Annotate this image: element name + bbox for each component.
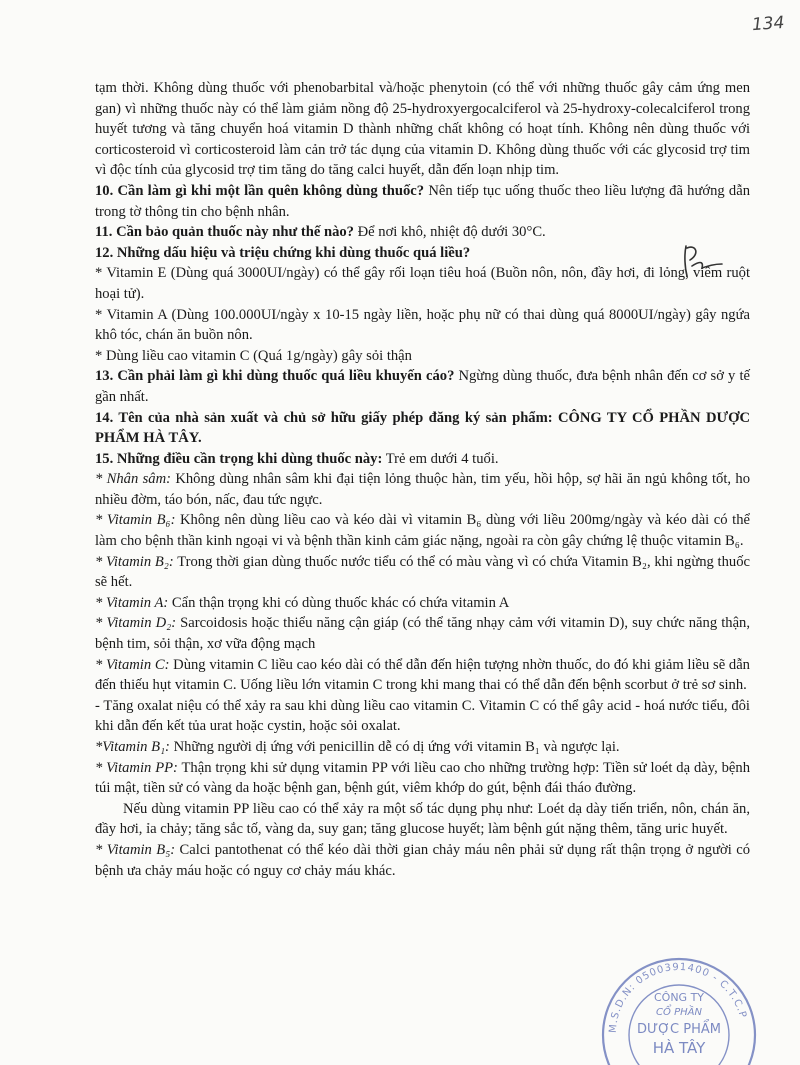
ingredient-name: * Vitamin B₆: <box>95 512 176 529</box>
paragraph-text: Cẩn thận trọng khi có dùng thuốc khác có chứa vitamin A <box>168 594 510 611</box>
paragraph <box>95 840 750 881</box>
section-heading: 14. Tên của nhà sản xuất và chủ sở hữu giấy phép đăng ký sản phẩm: CÔNG TY CỔ PHẦN DƯỢC PHẨM HÀ TÂY. <box>95 409 750 447</box>
paragraph <box>95 181 750 222</box>
paragraph <box>95 469 750 510</box>
paragraph-text: Những người dị ứng với penicillin dễ có dị ứng với vitamin B₁ và ngược lại. <box>169 739 620 755</box>
section-heading: 13. Cần phải làm gì khi dùng thuốc quá liều khuyến cáo? <box>95 368 455 385</box>
paragraph-text: Sarcoidosis hoặc thiểu năng cận giáp (có thể tăng nhạy cảm với vitamin D), suy chức năng thận, bệnh tim, sỏi thận, xơ vữa động mạch <box>95 615 750 653</box>
company-stamp <box>594 955 764 1065</box>
paragraph-text: * Vitamin E (Dùng quá 3000UI/ngày) có thể gây rối loạn tiêu hoá (Buồn nôn, nôn, đầy hơi, đi lỏng, viêm ruột hoại tử). <box>95 265 750 302</box>
paragraph-text: - Tăng oxalat niệu có thể xảy ra sau khi dùng liều cao vitamin C. Vitamin C có thể gây acid - hoá nước tiểu, đôi khi dẫn đến kết tủa urat hoặc cystin, hoặc sỏi oxalat. <box>95 697 750 735</box>
paragraph <box>95 655 750 696</box>
handwritten-initials <box>678 240 738 280</box>
paragraph <box>95 78 750 181</box>
paragraph-text: Dùng vitamin C liều cao kéo dài có thể dẫn đến hiện tượng nhờn thuốc, do đó khi giảm liều sẽ dẫn đến thiếu hụt vitamin C. Uống liều lớn vitamin C trong khi mang thai có thể dẫn đến bệnh scorbut ở trẻ sơ sinh. <box>95 656 750 694</box>
paragraph-text: Nên tiếp tục uống thuốc theo liều lượng đã hướng dẫn trong tờ thông tin cho bệnh nhân. <box>95 182 751 220</box>
paragraph-text: Nếu dùng vitamin PP liều cao có thể xảy ra một số tác dụng phụ như: Loét dạ dày tiến triển, nôn, chán ăn, đầy hơi, ỉa chảy; tăng sắc tố, vàng da, suy gan; tăng glucose huyết; làm bệnh gút nặng thêm, tăng uric huyết. <box>95 800 750 838</box>
stamp-line-4: HÀ TÂY <box>652 1039 706 1057</box>
stamp-line-2: CỔ PHẦN <box>656 1007 702 1018</box>
paragraph <box>95 737 750 758</box>
paragraph <box>95 305 750 346</box>
paragraph <box>95 593 750 614</box>
paragraph-text: Thận trọng khi sử dụng vitamin PP với liều cao cho những trường hợp: Tiền sử loét dạ dày, bệnh túi mật, tiền sử có vàng da hoặc bệnh gan, bệnh gút, viêm khớp do gút, bệnh đái tháo đường. <box>95 759 750 797</box>
document-body <box>95 78 750 881</box>
paragraph <box>95 366 750 407</box>
ingredient-name: *Vitamin B₁: <box>95 739 170 755</box>
ingredient-name: * Nhân sâm: <box>95 471 171 488</box>
paragraph <box>95 613 750 654</box>
ingredient-name: * Vitamin D₂: <box>95 615 177 632</box>
paragraph-text: * Vitamin A (Dùng 100.000UI/ngày x 10-15 ngày liền, hoặc phụ nữ có thai dùng quá 8000UI/ngày) gây ngứa khô tóc, chán ăn buồn nôn. <box>95 306 750 344</box>
ingredient-name: * Vitamin B₂: <box>95 553 174 570</box>
section-heading: 10. Cần làm gì khi một lần quên không dùng thuốc? <box>95 182 425 199</box>
paragraph-text: tạm thời. Không dùng thuốc với phenobarbital và/hoặc phenytoin (có thể với những thuốc gây cảm ứng men gan) vì những thuốc này có thể làm giảm nồng độ 25-hydroxyergocalciferol và 25-hydroxy-colecalciferol trong huyết tương và tăng chuyển hoá vitamin D thành những chất không có hoạt tính. Không nên dùng thuốc với corticosteroid vì corticosteroid làm cản trở tác dụng của vitamin D. Không dùng thuốc với các glycosid trợ tim vì độc tính của glycosid trợ tim tăng do tăng calci huyết, dẫn đến loạn nhịp tim. <box>95 80 750 179</box>
paragraph-text: Ngừng dùng thuốc, đưa bệnh nhân đến cơ sở y tế gần nhất. <box>95 368 750 405</box>
paragraph-text: * Dùng liều cao vitamin C (Quá 1g/ngày) gây sỏi thận <box>95 347 412 364</box>
paragraph <box>95 243 750 264</box>
paragraph <box>95 346 750 367</box>
paragraph-text: Không dùng nhân sâm khi đại tiện lỏng thuộc hàn, tim yếu, hồi hộp, sợ hãi ăn ngủ không tốt, ho nhiều đờm, táo bón, nấc, đau tức ngực. <box>95 471 750 508</box>
page-number: 134 <box>751 12 786 36</box>
paragraph <box>95 510 750 551</box>
paragraph-text: Trẻ em dưới 4 tuổi. <box>382 450 499 467</box>
paragraph-text: Calci pantothenat có thể kéo dài thời gian chảy máu nên phải sử dụng rất thận trọng ở người có bệnh ưa chảy máu hoặc có nguy cơ chảy máu khác. <box>95 841 750 879</box>
stamp-line-3: DƯỢC PHẨM <box>637 1022 721 1037</box>
paragraph <box>95 552 750 593</box>
paragraph <box>95 799 750 840</box>
ingredient-name: * Vitamin A: <box>95 594 169 611</box>
paragraph <box>95 449 750 470</box>
paragraph <box>95 222 750 243</box>
ingredient-name: * Vitamin PP: <box>95 759 178 776</box>
stamp-ring-text: M.S.D.N: 0500391400 - C.T.C.P <box>607 961 749 1034</box>
paragraph <box>95 263 750 304</box>
paragraph <box>95 408 750 449</box>
section-heading: 12. Những dấu hiệu và triệu chứng khi dùng thuốc quá liều? <box>95 244 471 261</box>
paragraph <box>95 696 750 737</box>
stamp-line-1: CÔNG TY <box>653 991 705 1004</box>
paragraph-text: Trong thời gian dùng thuốc nước tiểu có thể có màu vàng vì có chứa Vitamin B₂, khi ngừng thuốc sẽ hết. <box>95 553 750 591</box>
paragraph-text: Để nơi khô, nhiệt độ dưới 30°C. <box>353 224 546 241</box>
ingredient-name: * Vitamin C: <box>95 656 170 673</box>
paragraph-text: Không nên dùng liều cao và kéo dài vì vitamin B₆ dùng với liều 200mg/ngày và kéo dài có thể làm cho bệnh thần kinh ngoại vi và bệnh thần kinh cảm giác nặng, ngoài ra còn gây chứng lệ thuộc vitamin B₆. <box>95 512 750 550</box>
section-heading: 15. Những điều cần trọng khi dùng thuốc này: <box>95 450 383 467</box>
section-heading: 11. Cần bảo quản thuốc này như thế nào? <box>95 224 354 241</box>
ingredient-name: * Vitamin B₅: <box>95 841 176 858</box>
paragraph <box>95 758 750 799</box>
